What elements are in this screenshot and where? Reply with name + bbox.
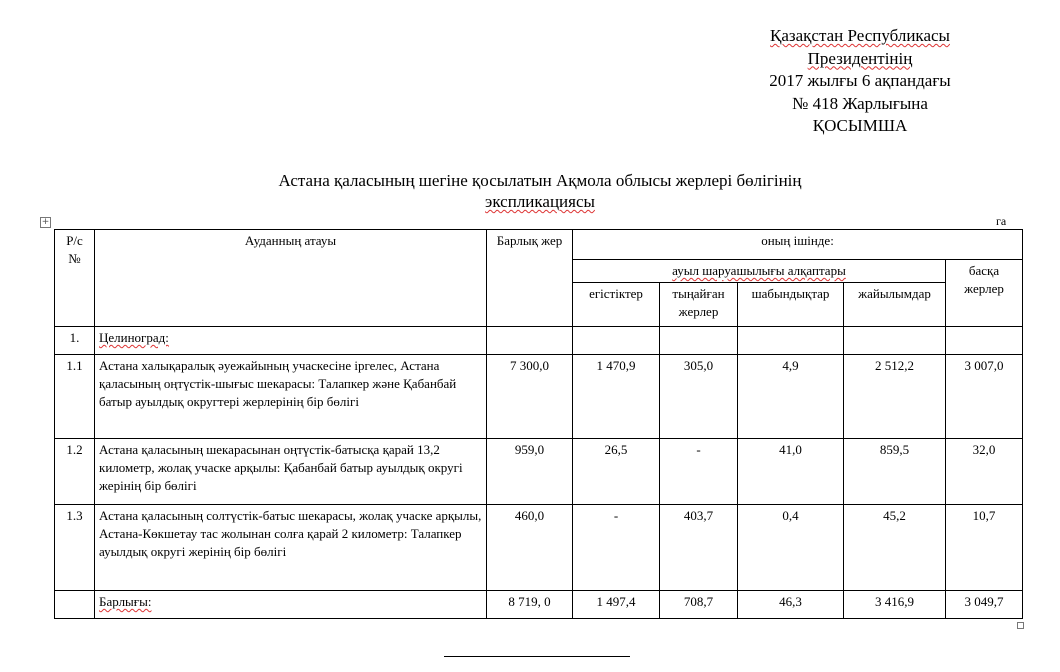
total-hay: 46,3 <box>738 591 844 619</box>
total-pasture: 3 416,9 <box>844 591 946 619</box>
header-line-3: 2017 жылғы 6 ақпандағы <box>769 71 951 90</box>
cell-pasture: 2 512,2 <box>844 355 946 439</box>
document-title <box>120 170 960 212</box>
appendix-header <box>740 25 980 138</box>
cell-other: 10,7 <box>946 505 1023 591</box>
row-num: 1.2 <box>55 439 95 505</box>
row-num: 1. <box>55 327 95 355</box>
row-name: Астана қаласының шекарасынан оңтүстік-батысқа қарай 13,2 километр, жолақ учаске арқылы: Қабанбай батыр ауылдық округі жерінің бір бөлігі <box>95 439 487 505</box>
cell-arable: 1 470,9 <box>573 355 660 439</box>
total-label: Барлығы: <box>95 591 487 619</box>
title-line-2: экспликациясы <box>485 192 595 211</box>
cell-arable: - <box>573 505 660 591</box>
header-total: Барлық жер <box>487 230 573 327</box>
row-name: Астана қаласының солтүстік-батыс шекарасы, жолақ учаске арқылы, Астана-Көкшетау тас жолынан солға қарай 2 километр: Талапкер ауылдық округі жерінің бір бөлігі <box>95 505 487 591</box>
total-num-empty <box>55 591 95 619</box>
cell-total: 7 300,0 <box>487 355 573 439</box>
header-arable: егістіктер <box>573 283 660 327</box>
row-name: Астана халықаралық әуежайының учаскесіне іргелес, Астана қаласының оңтүстік-шығыс шекарасы: Талапкер және Қабанбай батыр ауылдық округтері жерлерінің бір бөлігі <box>95 355 487 439</box>
header-pasture: жайылымдар <box>844 283 946 327</box>
table-row <box>55 355 1023 439</box>
header-name: Ауданның атауы <box>95 230 487 327</box>
cell-pasture: 45,2 <box>844 505 946 591</box>
total-total: 8 719, 0 <box>487 591 573 619</box>
cell-fallow <box>660 327 738 355</box>
total-row <box>55 591 1023 619</box>
cell-other: 32,0 <box>946 439 1023 505</box>
header-line-2: Президентінің <box>807 48 913 68</box>
row-num: 1.1 <box>55 355 95 439</box>
cell-hay: 41,0 <box>738 439 844 505</box>
table-row <box>55 439 1023 505</box>
title-line-1: Астана қаласының шегіне қосылатын Ақмола облысы жерлері бөлігінің <box>278 171 802 190</box>
header-line-5: ҚОСЫМША <box>812 116 908 135</box>
header-other: басқа жерлер <box>946 260 1023 327</box>
total-arable: 1 497,4 <box>573 591 660 619</box>
cell-fallow: 403,7 <box>660 505 738 591</box>
header-line-4: № 418 Жарлығына <box>792 93 928 113</box>
cell-hay: 4,9 <box>738 355 844 439</box>
header-hay: шабындықтар <box>738 283 844 327</box>
header-including: оның ішінде: <box>573 230 1023 260</box>
cell-other <box>946 327 1023 355</box>
cell-total: 959,0 <box>487 439 573 505</box>
cell-hay <box>738 327 844 355</box>
cell-fallow: - <box>660 439 738 505</box>
table-row <box>55 327 1023 355</box>
total-fallow: 708,7 <box>660 591 738 619</box>
table-row <box>55 505 1023 591</box>
header-line-1: Қазақстан Республикасы <box>770 26 950 45</box>
cell-pasture <box>844 327 946 355</box>
cell-hay: 0,4 <box>738 505 844 591</box>
resize-handle-icon[interactable] <box>1017 622 1024 629</box>
explication-table <box>54 229 1023 619</box>
total-other: 3 049,7 <box>946 591 1023 619</box>
cell-total: 460,0 <box>487 505 573 591</box>
cell-pasture: 859,5 <box>844 439 946 505</box>
footer-divider <box>444 656 630 657</box>
unit-label: га <box>996 214 1007 228</box>
row-name: Целиноград: <box>95 327 487 355</box>
cell-other: 3 007,0 <box>946 355 1023 439</box>
cell-fallow: 305,0 <box>660 355 738 439</box>
cell-total <box>487 327 573 355</box>
cell-arable <box>573 327 660 355</box>
header-agri: ауыл шаруашылығы алқаптары <box>573 260 946 283</box>
header-num: Р/с № <box>55 230 95 327</box>
row-num: 1.3 <box>55 505 95 591</box>
header-fallow: тыңайған жерлер <box>660 283 738 327</box>
cell-arable: 26,5 <box>573 439 660 505</box>
move-handle-icon[interactable]: + <box>41 217 50 227</box>
